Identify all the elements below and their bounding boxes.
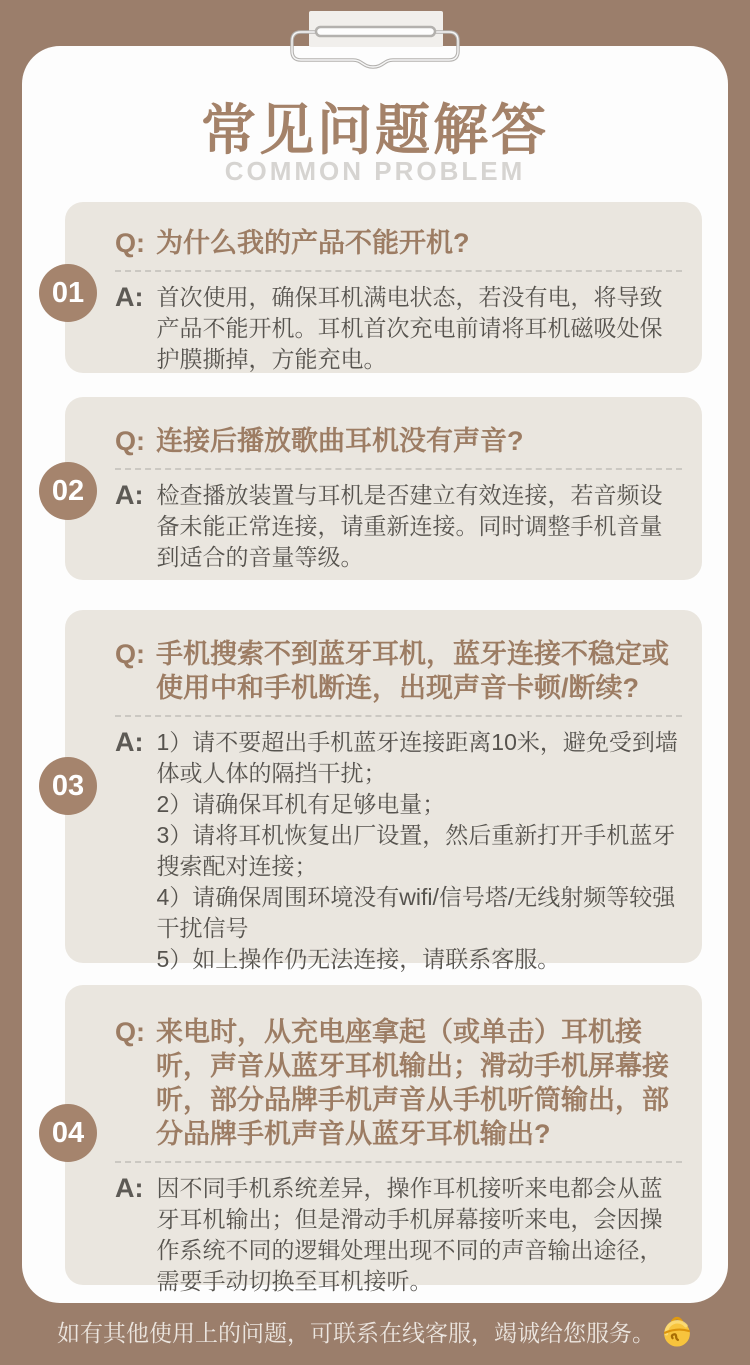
clipboard-clip-icon [287, 6, 463, 70]
answer-line: 首次使用，确保耳机满电状态，若没有电，将导致产品不能开机。耳机首次充电前请将耳机磁吸处保护膜撕掉，方能充电。 [156, 284, 663, 372]
faq-number-badge-1: 01 [39, 264, 97, 322]
faq-number-badge-2: 02 [39, 462, 97, 520]
faq-number-badge-4: 04 [39, 1104, 97, 1162]
question-text: 手机搜索不到蓝牙耳机，蓝牙连接不稳定或使用中和手机断连，出现声音卡顿/断续? [156, 639, 669, 703]
faq-number-badge-3: 03 [39, 757, 97, 815]
answer-row [115, 727, 684, 975]
answer-line: 1）请不要超出手机蓝牙连接距离10米，避免受到墙体或人体的隔挡干扰； [156, 729, 678, 786]
dashed-divider [115, 715, 682, 717]
answer-text [157, 727, 685, 975]
a-label: A: [115, 480, 144, 510]
faq-panel-4 [65, 985, 702, 1294]
question-text: 为什么我的产品不能开机? [156, 228, 470, 258]
answer-row [115, 282, 684, 375]
a-label: A: [115, 1173, 144, 1203]
answer-line: 2）请确保耳机有足够电量； [156, 791, 446, 817]
question-row [115, 226, 684, 260]
answer-text [157, 282, 685, 375]
question-row [115, 424, 684, 458]
answer-line: 3）请将耳机恢复出厂设置，然后重新打开手机蓝牙搜索配对连接； [156, 822, 676, 879]
answer-row [115, 1173, 684, 1297]
answer-line: 检查播放装置与耳机是否建立有效连接，若音频设备未能正常连接，请重新连接。同时调整手机音量到适合的音量等级。 [156, 482, 663, 570]
footer-note [0, 1314, 750, 1348]
answer-line: 4）请确保周围环境没有wifi/信号塔/无线射频等较强干扰信号 [156, 884, 676, 941]
question-row [115, 637, 684, 705]
page-title: 常见问题解答 [200, 99, 549, 161]
q-label: Q: [115, 639, 145, 669]
question-text: 连接后播放歌曲耳机没有声音? [156, 426, 524, 456]
q-label: Q: [115, 426, 145, 456]
footer-text: 如有其他使用上的问题，可联系在线客服，竭诚给您服务。 [57, 1319, 655, 1346]
answer-text [157, 480, 685, 573]
faq-panel-2 [65, 397, 702, 580]
dashed-divider [115, 468, 682, 470]
answer-row [115, 480, 684, 573]
a-label: A: [115, 727, 144, 757]
dashed-divider [115, 270, 682, 272]
faq-panel-3 [65, 610, 702, 972]
dashed-divider [115, 1161, 682, 1163]
bell-icon [661, 1314, 693, 1348]
faq-panel-1 [65, 202, 702, 373]
page-subtitle: COMMON PROBLEM [224, 156, 526, 186]
answer-text [157, 1173, 685, 1297]
a-label: A: [115, 282, 144, 312]
q-label: Q: [115, 228, 145, 258]
answer-line: 5）如上操作仍无法连接，请联系客服。 [156, 946, 561, 972]
question-text: 来电时，从充电座拿起（或单击）耳机接听，声音从蓝牙耳机输出；滑动手机屏幕接听，部分品牌手机声音从手机听筒输出，部分品牌手机声音从蓝牙耳机输出? [156, 1017, 669, 1149]
answer-line: 因不同手机系统差异，操作耳机接听来电都会从蓝牙耳机输出；但是滑动手机屏幕接听来电，会因操作系统不同的逻辑处理出现不同的声音输出途径，需要手动切换至耳机接听。 [156, 1175, 663, 1294]
question-row [115, 1015, 684, 1151]
q-label: Q: [115, 1017, 145, 1047]
